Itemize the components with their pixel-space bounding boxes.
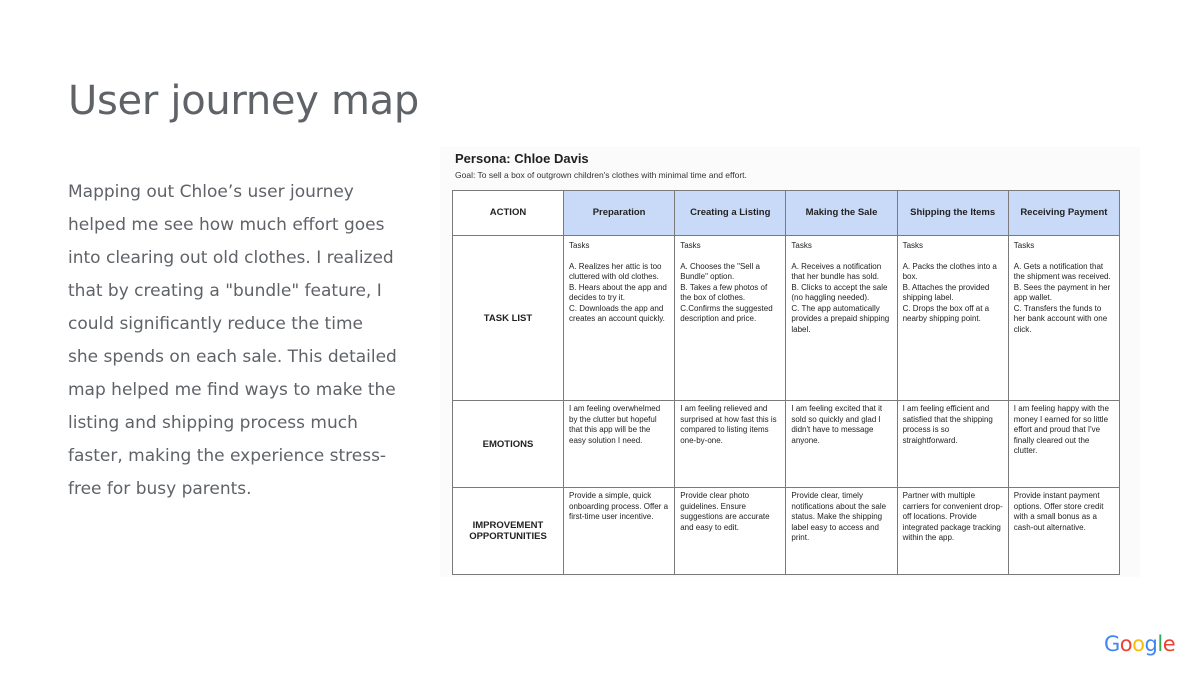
emotion-cell: I am feeling happy with the money I earned for so little effort and proud that I've finally cleared out the clutter. — [1008, 401, 1119, 488]
google-logo-letter: l — [1157, 632, 1163, 656]
emotion-cell: I am feeling relieved and surprised at how fast this is compared to listing items one-by-one. — [675, 401, 786, 488]
tasks-label: Tasks — [902, 241, 924, 250]
improvement-cell: Partner with multiple carriers for convenient drop-off locations. Provide integrated package tracking within the app. — [897, 488, 1008, 575]
task-cell — [564, 236, 675, 401]
slide-title: User journey map — [68, 78, 419, 124]
tasks-label: Tasks — [791, 241, 812, 250]
google-logo-letter: e — [1162, 632, 1176, 656]
emotion-cell: I am feeling efficient and satisfied that the shipping process is so straightforward. — [897, 401, 1008, 488]
journey-map-table — [452, 190, 1120, 575]
improvement-cell: Provide instant payment options. Offer store credit with a small bonus as a cash-out alternative. — [1008, 488, 1119, 575]
task-cell — [786, 236, 897, 401]
row-label-emotions: EMOTIONS — [453, 401, 564, 488]
task-cell-text: A. Realizes her attic is too cluttered with old clothes. B. Hears about the app and decides to try it. C. Downloads the app and creates an account quickly. — [569, 261, 667, 323]
stage-header: Making the Sale — [786, 191, 897, 236]
task-cell-text: A. Receives a notification that her bundle has sold. B. Clicks to accept the sale (no haggling needed). C. The app automatically provides a prepaid shipping label. — [791, 261, 890, 334]
action-header: ACTION — [453, 191, 564, 236]
improvement-row — [453, 488, 1120, 575]
stage-header: Shipping the Items — [897, 191, 1008, 236]
emotion-cell: I am feeling overwhelmed by the clutter but hopeful that this app will be the easy solution I need. — [564, 401, 675, 488]
google-logo-letter: o — [1132, 632, 1145, 656]
journey-map-image — [440, 147, 1140, 577]
google-logo-letter: o — [1119, 632, 1133, 656]
stage-header: Preparation — [564, 191, 675, 236]
persona-name: Persona: Chloe Davis — [455, 151, 589, 166]
tasks-label: Tasks — [680, 241, 701, 250]
task-cell — [897, 236, 1008, 401]
slide-body-text: Mapping out Chloe’s user journey helped me see how much effort goes into clearing out old clothes. I realized that by creating a "bundle" feature, I could significantly reduce the time she spends on each sale. This detailed map helped me find ways to make the listing and shipping process much faster, making the experience stress-free for busy parents. — [68, 182, 397, 499]
google-logo-letter: G — [1104, 632, 1120, 656]
improvement-cell: Provide a simple, quick onboarding process. Offer a first-time user incentive. — [564, 488, 675, 575]
tasks-label: Tasks — [569, 241, 590, 250]
task-cell-text: A. Packs the clothes into a box. B. Attaches the provided shipping label. C. Drops the box off at a nearby shipping point. — [902, 261, 997, 323]
task-cell-text: A. Chooses the "Sell a Bundle" option. B. Takes a few photos of the box of clothes. C.Confirms the suggested description and price. — [680, 261, 773, 323]
improvement-cell: Provide clear photo guidelines. Ensure suggestions are accurate and easy to edit. — [675, 488, 786, 575]
task-list-row — [453, 236, 1120, 401]
improvement-cell: Provide clear, timely notifications about the sale status. Make the shipping label easy to access and print. — [786, 488, 897, 575]
emotions-row — [453, 401, 1120, 488]
emotion-cell: I am feeling excited that it sold so quickly and glad I didn't have to message anyone. — [786, 401, 897, 488]
stage-header: Creating a Listing — [675, 191, 786, 236]
task-cell — [675, 236, 786, 401]
stage-header: Receiving Payment — [1008, 191, 1119, 236]
persona-goal: Goal: To sell a box of outgrown children's clothes with minimal time and effort. — [455, 170, 747, 180]
task-cell — [1008, 236, 1119, 401]
google-logo-letter: g — [1144, 632, 1158, 656]
row-label-improvement: IMPROVEMENT OPPORTUNITIES — [453, 488, 564, 575]
tasks-label: Tasks — [1013, 241, 1035, 250]
google-logo — [1104, 632, 1175, 656]
task-cell-text: A. Gets a notification that the shipment was received. B. Sees the payment in her app wallet. C. Transfers the funds to her bank account with one click. — [1013, 261, 1111, 334]
row-label-task-list: TASK LIST — [453, 236, 564, 401]
